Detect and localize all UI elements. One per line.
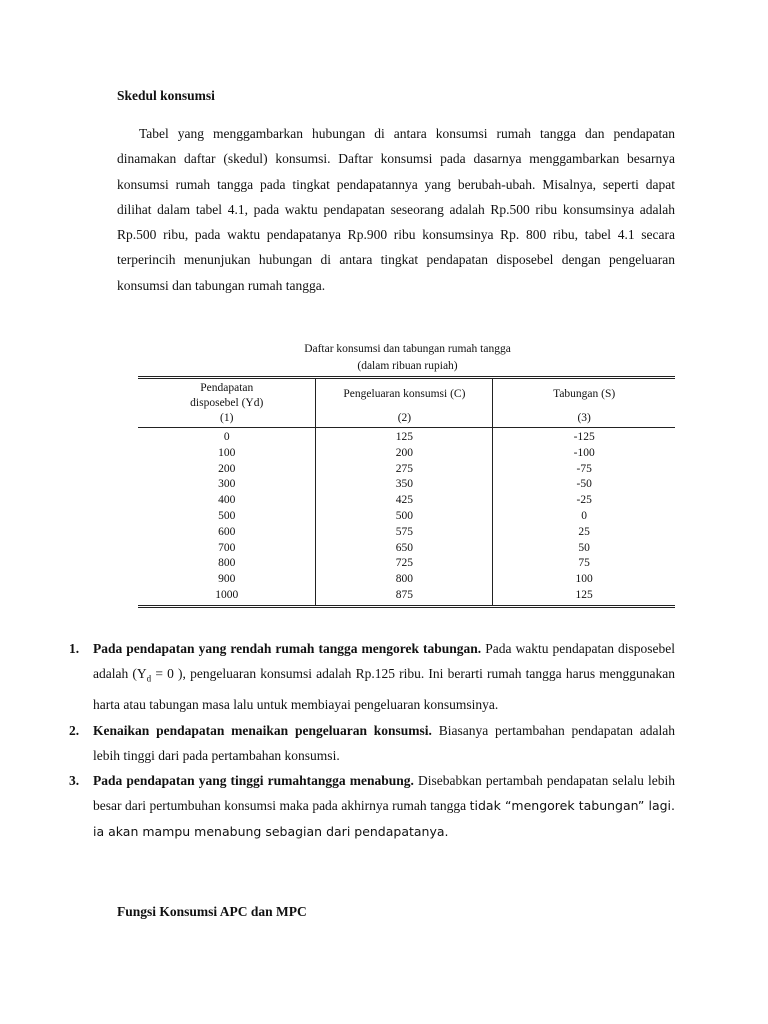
table-row <box>138 588 675 606</box>
table-row <box>138 556 675 572</box>
cell-consumption: 650 <box>316 541 493 557</box>
cell-saving: -75 <box>493 462 675 478</box>
table-row <box>138 541 675 557</box>
cell-income: 900 <box>218 573 236 586</box>
cell-income: 100 <box>218 446 236 459</box>
point-bold-statement: Pada pendapatan yang rendah rumah tangga mengorek tabungan. <box>93 641 482 656</box>
cell-saving: 50 <box>493 541 675 557</box>
cell-consumption: 725 <box>316 556 493 572</box>
section-heading-fungsi-konsumsi: Fungsi Konsumsi APC dan MPC <box>117 904 307 919</box>
table-row <box>138 572 675 588</box>
header-consumption-number: (2) <box>397 412 412 424</box>
cell-saving: 100 <box>493 572 675 588</box>
table-row <box>138 509 675 525</box>
subscript-d: d <box>146 673 152 684</box>
intro-paragraph: Tabel yang menggambarkan hubungan di antara konsumsi rumah tangga dan pendapatan dinamakan daftar (skedul) konsumsi. Daftar konsumsi pada dasarnya menggambarkan besarnya konsumsi rumah tangga pada tingkat pendapatannya yang berubah-ubah. Misalnya, seperti dapat dilihat dalam tabel 4.1, pada waktu pendapatan seseorang adalah Rp.500 ribu konsumsinya adalah Rp.500 ribu, pada waktu pendapatanya Rp.900 ribu konsumsinya Rp. 800 ribu, tabel 4.1 secara terperincih menunjukan hubungan di antara tingkat pendapatan disposebel dengan pengeluaran konsumsi dan tabungan rumah tangga. <box>117 126 675 293</box>
header-consumption-label: Pengeluaran konsumsi (C) <box>343 388 466 400</box>
list-item <box>69 636 675 718</box>
point-text: Disebabkan pertambah pendapatan selalu lebih besar dari pertumbuhan konsumsi maka pada akhirnya rumah tangga <box>93 773 676 814</box>
point-text: Pada waktu pendapatan disposebel adalah (Y <box>93 641 675 682</box>
cell-consumption: 875 <box>316 588 493 606</box>
header-income-line2: disposebel (Yd) <box>190 397 264 409</box>
numbered-points-list <box>69 636 676 844</box>
cell-saving: 0 <box>493 509 675 525</box>
cell-income: 1000 <box>138 588 316 606</box>
point-bold-statement: Pada pendapatan yang tinggi rumahtangga menabung. <box>93 773 414 789</box>
cell-consumption: 350 <box>316 477 493 493</box>
table-row <box>138 462 675 478</box>
cell-consumption: 275 <box>316 462 493 478</box>
list-item-number: 1. <box>69 641 80 656</box>
list-item <box>69 718 675 769</box>
table-caption-unit: (dalam ribuan rupiah) <box>357 360 458 372</box>
cell-saving: -50 <box>493 477 675 493</box>
list-item-number: 3. <box>69 773 80 789</box>
cell-consumption: 500 <box>316 509 493 525</box>
cell-income: 0 <box>223 431 230 443</box>
cell-income: 800 <box>218 557 236 570</box>
cell-saving: -25 <box>493 493 675 509</box>
table-row <box>138 525 675 541</box>
section-heading-skedul-konsumsi: Skedul konsumsi <box>117 88 215 103</box>
cell-consumption: 575 <box>316 525 493 541</box>
table-header-row <box>138 378 675 428</box>
header-saving <box>493 378 675 428</box>
table-row <box>138 446 675 462</box>
cell-income: 300 <box>218 478 236 491</box>
cell-income: 500 <box>218 509 236 522</box>
cell-income: 700 <box>218 541 236 554</box>
point-text-tail: tidak “mengorek tabungan” lagi. ia akan mampu menabung sebagian dari pendapatanya. <box>93 798 675 839</box>
point-text: Biasanya pertambahan pendapatan adalah lebih tinggi dari pada pertambahan konsumsi. <box>93 722 675 763</box>
header-income <box>138 378 316 428</box>
cell-saving: 25 <box>493 525 675 541</box>
cell-consumption: 200 <box>316 446 493 462</box>
point-text-continued: = 0 ), pengeluaran konsumsi adalah Rp.125 ribu. Ini berarti rumah tangga harus menggunakan harta atau tabungan masa lalu untuk membiayai pengeluaran konsumsinya. <box>93 666 675 713</box>
table-row <box>138 428 675 446</box>
cell-saving: 125 <box>493 588 675 606</box>
header-consumption <box>316 378 493 428</box>
cell-saving: -125 <box>493 428 675 446</box>
cell-income: 600 <box>218 525 236 538</box>
list-item-number: 2. <box>69 722 80 738</box>
table-caption-title: Daftar konsumsi dan tabungan rumah tangga <box>304 343 511 355</box>
cell-consumption: 800 <box>316 572 493 588</box>
table-row <box>138 477 675 493</box>
cell-saving: 75 <box>493 556 675 572</box>
cell-income: 400 <box>218 494 236 507</box>
cell-consumption: 125 <box>316 428 493 446</box>
header-saving-label: Tabungan (S) <box>553 388 616 400</box>
header-saving-number: (3) <box>577 412 591 424</box>
consumption-schedule-table <box>138 376 675 608</box>
point-bold-statement: Kenaikan pendapatan menaikan pengeluaran konsumsi. <box>93 722 432 738</box>
cell-saving: -100 <box>493 446 675 462</box>
header-income-line1: Pendapatan <box>200 382 254 394</box>
header-income-number: (1) <box>220 412 234 424</box>
cell-consumption: 425 <box>316 493 493 509</box>
cell-income: 200 <box>218 462 236 475</box>
table-row <box>138 493 675 509</box>
list-item <box>69 768 676 844</box>
